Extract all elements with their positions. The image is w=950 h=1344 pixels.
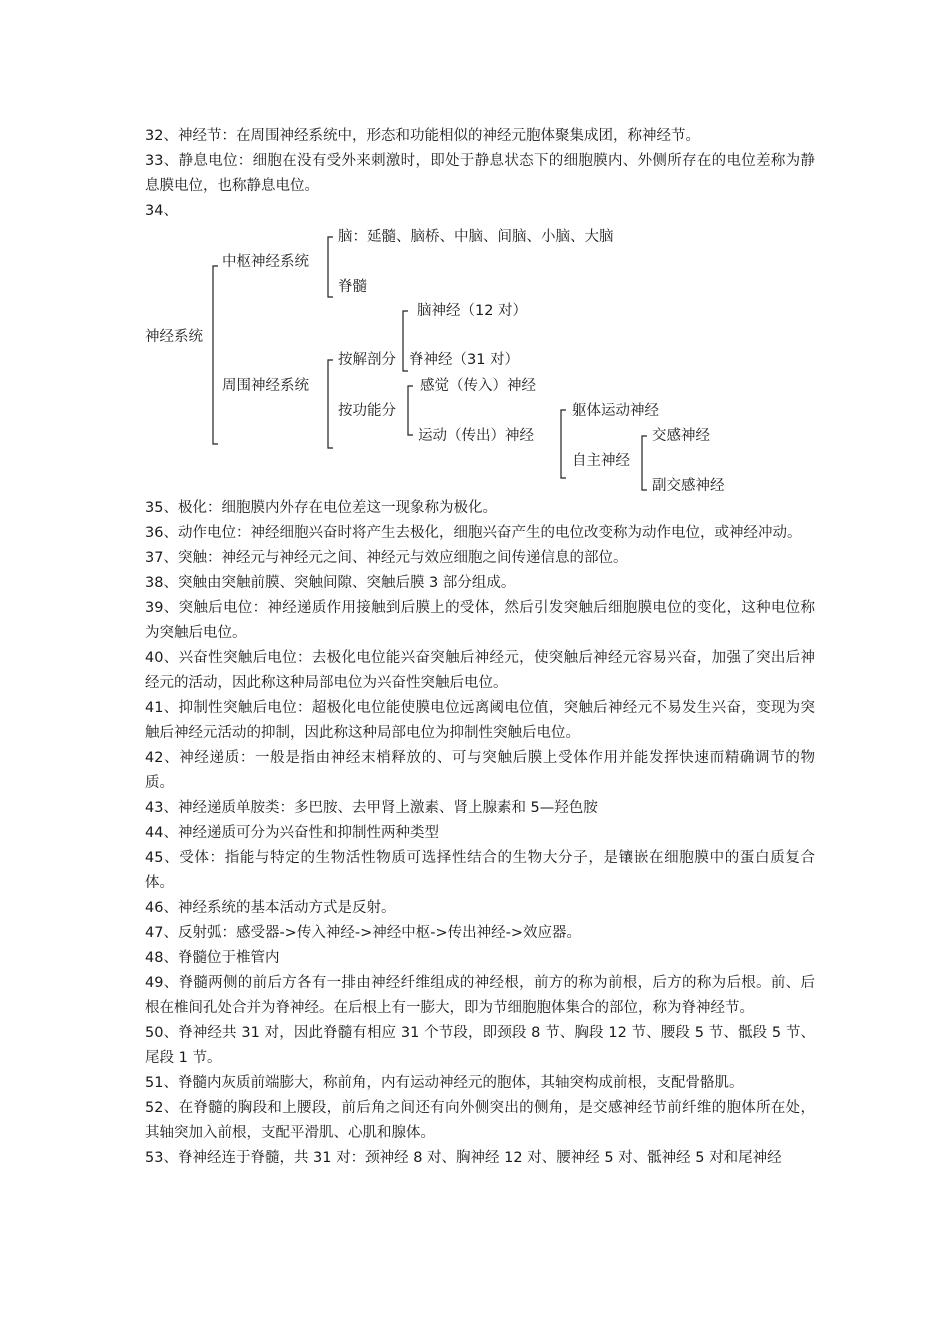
tree-by-function: 按功能分: [338, 403, 396, 419]
tree-peripheral: 周围神经系统: [222, 378, 309, 394]
paragraph-36: 36、动作电位：神经细胞兴奋时将产生去极化，细胞兴奋产生的电位改变称为动作电位，或神经冲动。: [145, 525, 802, 541]
paragraph-40: 40、兴奋性突触后电位：去极化电位能兴奋突触后神经元，使突触后神经元容易兴奋，加强了突出后神经元的活动，因此称这种局部电位为兴奋性突触后电位。: [145, 650, 815, 691]
paragraph-32: 32、神经节：在周围神经系统中，形态和功能相似的神经元胞体聚集成团，称神经节。: [145, 128, 700, 144]
bracket-motor: [561, 410, 566, 478]
bracket-root: [213, 266, 218, 444]
tree-central: 中枢神经系统: [222, 254, 309, 270]
paragraph-47: 47、反射弧：感受器->传入神经->神经中枢->传出神经->效应器。: [145, 925, 581, 941]
paragraph-50: 50、脊神经共 31 对，因此脊髓有相应 31 个节段，即颈段 8 节、胸段 12 节、腰段 5 节、骶段 5 节、尾段 1 节。: [145, 1025, 815, 1066]
paragraph-46: 46、神经系统的基本活动方式是反射。: [145, 900, 396, 916]
bracket-peripheral: [328, 360, 333, 448]
paragraph-38: 38、突触由突触前膜、突触间隙、突触后膜 3 部分组成。: [145, 575, 516, 591]
paragraph-53: 53、脊神经连于脊髓，共 31 对：颈神经 8 对、胸神经 12 对、腰神经 5 对、骶神经 5 对和尾神经: [145, 1150, 782, 1166]
tree-somatic: 躯体运动神经: [572, 403, 659, 419]
paragraph-49: 49、脊髓两侧的前后方各有一排由神经纤维组成的神经根，前方的称为前根，后方的称为后根。前、后根在椎间孔处合并为脊神经。在后根上有一膨大，即为节细胞胞体集合的部位，称为脊神经节。: [145, 975, 815, 1016]
text-block-top: [145, 124, 815, 224]
paragraph-51: 51、脊髓内灰质前端膨大，称前角，内有运动神经元的胞体，其轴突构成前根，支配骨骼肌。: [145, 1075, 744, 1091]
paragraph-34: 34、: [145, 203, 178, 219]
paragraph-52: 52、在脊髓的胸段和上腰段，前后角之间还有向外侧突出的侧角，是交感神经节前纤维的胞体所在处，其轴突加入前根，支配平滑肌、心肌和腺体。: [145, 1100, 815, 1141]
paragraph-48: 48、脊髓位于椎管内: [145, 950, 280, 966]
paragraph-39: 39、突触后电位：神经递质作用接触到后膜上的受体，然后引发突触后细胞膜电位的变化，这种电位称为突触后电位。: [145, 600, 815, 641]
paragraph-43: 43、神经递质单胺类：多巴胺、去甲肾上激素、肾上腺素和 5—羟色胺: [145, 800, 598, 816]
paragraph-45: 45、受体：指能与特定的生物活性物质可选择性结合的生物大分子，是镶嵌在细胞膜中的蛋白质复合体。: [145, 850, 815, 891]
bracket-central: [328, 237, 333, 297]
paragraph-33: 33、静息电位：细胞在没有受外来刺激时，即处于静息状态下的细胞膜内、外侧所存在的电位差称为静息膜电位，也称静息电位。: [145, 153, 815, 194]
tree-motor: 运动（传出）神经: [418, 428, 534, 444]
paragraph-37: 37、突触：神经元与神经元之间、神经元与效应细胞之间传递信息的部位。: [145, 550, 628, 566]
text-block-bottom: [145, 496, 815, 1171]
tree-spinal-nerve: 脊神经（31 对）: [409, 352, 520, 368]
tree-sympathetic: 交感神经: [652, 428, 710, 444]
tree-spinal-cord: 脊髓: [338, 279, 367, 295]
tree-autonomic: 自主神经: [572, 453, 630, 469]
paragraph-44: 44、神经递质可分为兴奋性和抑制性两种类型: [145, 825, 439, 841]
tree-parasympathetic: 副交感神经: [652, 478, 725, 494]
tree-by-anatomy: 按解剖分: [338, 352, 396, 368]
paragraph-35: 35、极化：细胞膜内外存在电位差这一现象称为极化。: [145, 500, 497, 516]
paragraph-41: 41、抑制性突触后电位：超极化电位能使膜电位远离阈电位值，突触后神经元不易发生兴奋，变现为突触后神经元活动的抑制，因此称这种局部电位为抑制性突触后电位。: [145, 700, 815, 741]
bracket-function: [408, 386, 413, 435]
tree-root: 神经系统: [145, 329, 203, 345]
paragraph-42: 42、神经递质：一般是指由神经末梢释放的、可与突触后膜上受体作用并能发挥快速而精确调节的物质。: [145, 750, 815, 791]
tree-sensory: 感觉（传入）神经: [420, 378, 536, 394]
bracket-autonomic: [642, 436, 647, 490]
tree-cranial: 脑神经（12 对）: [417, 303, 528, 319]
bracket-anatomy: [403, 311, 408, 371]
tree-brain: 脑：延髓、脑桥、中脑、间脑、小脑、大脑: [338, 229, 614, 245]
